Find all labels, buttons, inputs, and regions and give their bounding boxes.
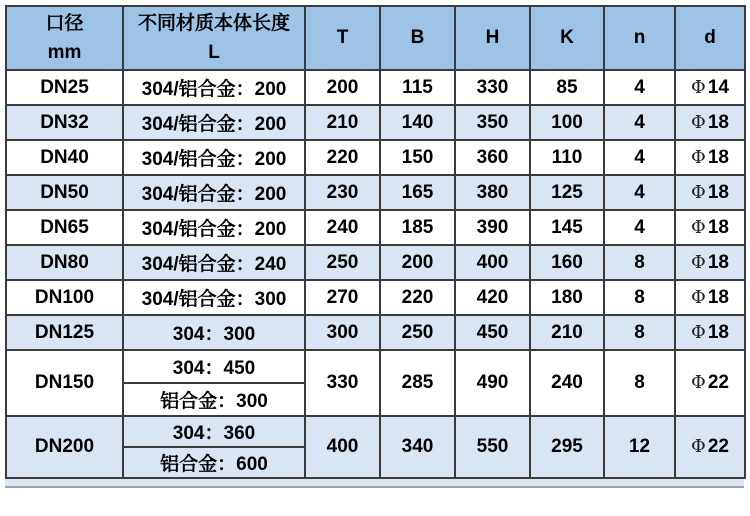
cell-h: 550	[455, 416, 530, 478]
cell-k: 145	[530, 210, 604, 245]
row-dn200-sub1	[6, 416, 745, 447]
cell-d	[675, 210, 745, 245]
cell-t: 240	[305, 210, 380, 245]
cell-length-alloy: 铝合金：300	[123, 383, 305, 416]
header-row	[6, 6, 745, 70]
cell-t: 400	[305, 416, 380, 478]
cell-k: 180	[530, 280, 604, 315]
cell-d-value: 18	[707, 181, 729, 203]
cell-t: 230	[305, 175, 380, 210]
cell-k: 125	[530, 175, 604, 210]
cell-length: 304/铝合金：200	[123, 210, 305, 245]
cell-t: 200	[305, 70, 380, 105]
cell-n: 8	[604, 350, 675, 416]
cell-d	[675, 315, 745, 350]
col-header-k: K	[530, 6, 604, 70]
cell-t: 220	[305, 140, 380, 175]
phi-symbol: Φ	[691, 251, 706, 273]
cell-d-value: 18	[707, 146, 729, 168]
cell-length-alloy: 铝合金：600	[123, 447, 305, 478]
cell-h: 400	[455, 245, 530, 280]
cell-d	[675, 105, 745, 140]
row-dn40	[6, 140, 745, 175]
phi-symbol: Φ	[691, 286, 706, 308]
col-header-t: T	[305, 6, 380, 70]
row-dn50	[6, 175, 745, 210]
cell-d	[675, 350, 745, 416]
cell-k: 295	[530, 416, 604, 478]
cutoff-next-row-strip	[5, 479, 744, 488]
cell-diameter: DN100	[6, 280, 123, 315]
cell-d	[675, 175, 745, 210]
cell-b: 220	[380, 280, 455, 315]
cell-diameter: DN50	[6, 175, 123, 210]
col-header-length-line1: 不同材质本体长度	[137, 12, 290, 34]
cell-h: 380	[455, 175, 530, 210]
phi-symbol: Φ	[691, 146, 706, 168]
cell-n: 8	[604, 280, 675, 315]
cell-d	[675, 416, 745, 478]
cell-d-value: 22	[707, 372, 729, 393]
cell-b: 200	[380, 245, 455, 280]
phi-symbol: Φ	[691, 111, 706, 133]
cell-b: 115	[380, 70, 455, 105]
phi-symbol: Φ	[691, 216, 706, 238]
cell-t: 330	[305, 350, 380, 416]
cell-k: 85	[530, 70, 604, 105]
cell-length: 304/铝合金：240	[123, 245, 305, 280]
col-header-length-line2: L	[208, 42, 220, 63]
row-dn150-sub1	[6, 350, 745, 383]
cell-h: 350	[455, 105, 530, 140]
row-dn125	[6, 315, 745, 350]
row-dn80	[6, 245, 745, 280]
col-header-diameter-line1: 口径	[45, 12, 84, 34]
cell-h: 490	[455, 350, 530, 416]
row-dn65	[6, 210, 745, 245]
cell-h: 360	[455, 140, 530, 175]
cell-k: 240	[530, 350, 604, 416]
col-header-n: n	[604, 6, 675, 70]
cell-d-value: 14	[707, 76, 729, 98]
spec-table	[5, 5, 746, 479]
cell-n: 4	[604, 70, 675, 105]
cell-diameter: DN200	[6, 416, 123, 478]
cell-d-value: 18	[707, 216, 729, 238]
cell-d	[675, 245, 745, 280]
cell-diameter: DN32	[6, 105, 123, 140]
cell-length: 304/铝合金：200	[123, 140, 305, 175]
col-header-diameter-line2: mm	[47, 42, 82, 63]
col-header-diameter	[6, 6, 123, 70]
cell-length: 304/铝合金：200	[123, 105, 305, 140]
cell-b: 140	[380, 105, 455, 140]
cell-d	[675, 280, 745, 315]
cell-diameter: DN80	[6, 245, 123, 280]
cell-diameter: DN125	[6, 315, 123, 350]
cell-d	[675, 70, 745, 105]
cell-n: 8	[604, 315, 675, 350]
cell-h: 420	[455, 280, 530, 315]
cell-diameter: DN25	[6, 70, 123, 105]
col-header-b: B	[380, 6, 455, 70]
cell-t: 270	[305, 280, 380, 315]
cell-length: 304：300	[123, 315, 305, 350]
cell-diameter: DN65	[6, 210, 123, 245]
cell-h: 450	[455, 315, 530, 350]
cell-b: 285	[380, 350, 455, 416]
phi-symbol: Φ	[691, 436, 706, 457]
cell-n: 4	[604, 210, 675, 245]
cell-h: 390	[455, 210, 530, 245]
cell-length-304: 304：450	[123, 350, 305, 383]
cell-d	[675, 140, 745, 175]
col-header-length	[123, 6, 305, 70]
col-header-h: H	[455, 6, 530, 70]
cell-k: 110	[530, 140, 604, 175]
cell-t: 250	[305, 245, 380, 280]
col-header-d: d	[675, 6, 745, 70]
cell-t: 210	[305, 105, 380, 140]
cell-n: 4	[604, 140, 675, 175]
cell-b: 165	[380, 175, 455, 210]
cell-length-304: 304：360	[123, 416, 305, 447]
cell-length: 304/铝合金：300	[123, 280, 305, 315]
cell-b: 185	[380, 210, 455, 245]
cell-n: 4	[604, 105, 675, 140]
phi-symbol: Φ	[691, 76, 706, 98]
row-dn32	[6, 105, 745, 140]
cell-d-value: 18	[707, 286, 729, 308]
cell-t: 300	[305, 315, 380, 350]
cell-length: 304/铝合金：200	[123, 70, 305, 105]
cell-b: 250	[380, 315, 455, 350]
row-dn25	[6, 70, 745, 105]
cell-n: 4	[604, 175, 675, 210]
phi-symbol: Φ	[691, 321, 706, 343]
cell-n: 12	[604, 416, 675, 478]
cell-length: 304/铝合金：200	[123, 175, 305, 210]
cell-diameter: DN150	[6, 350, 123, 416]
cell-k: 210	[530, 315, 604, 350]
cell-h: 330	[455, 70, 530, 105]
cell-d-value: 18	[707, 321, 729, 343]
cell-d-value: 22	[707, 436, 729, 457]
cell-k: 160	[530, 245, 604, 280]
row-dn100	[6, 280, 745, 315]
cell-b: 150	[380, 140, 455, 175]
cell-k: 100	[530, 105, 604, 140]
cell-n: 8	[604, 245, 675, 280]
cell-d-value: 18	[707, 251, 729, 273]
phi-symbol: Φ	[691, 372, 706, 393]
phi-symbol: Φ	[691, 181, 706, 203]
cell-diameter: DN40	[6, 140, 123, 175]
cell-d-value: 18	[707, 111, 729, 133]
cell-b: 340	[380, 416, 455, 478]
